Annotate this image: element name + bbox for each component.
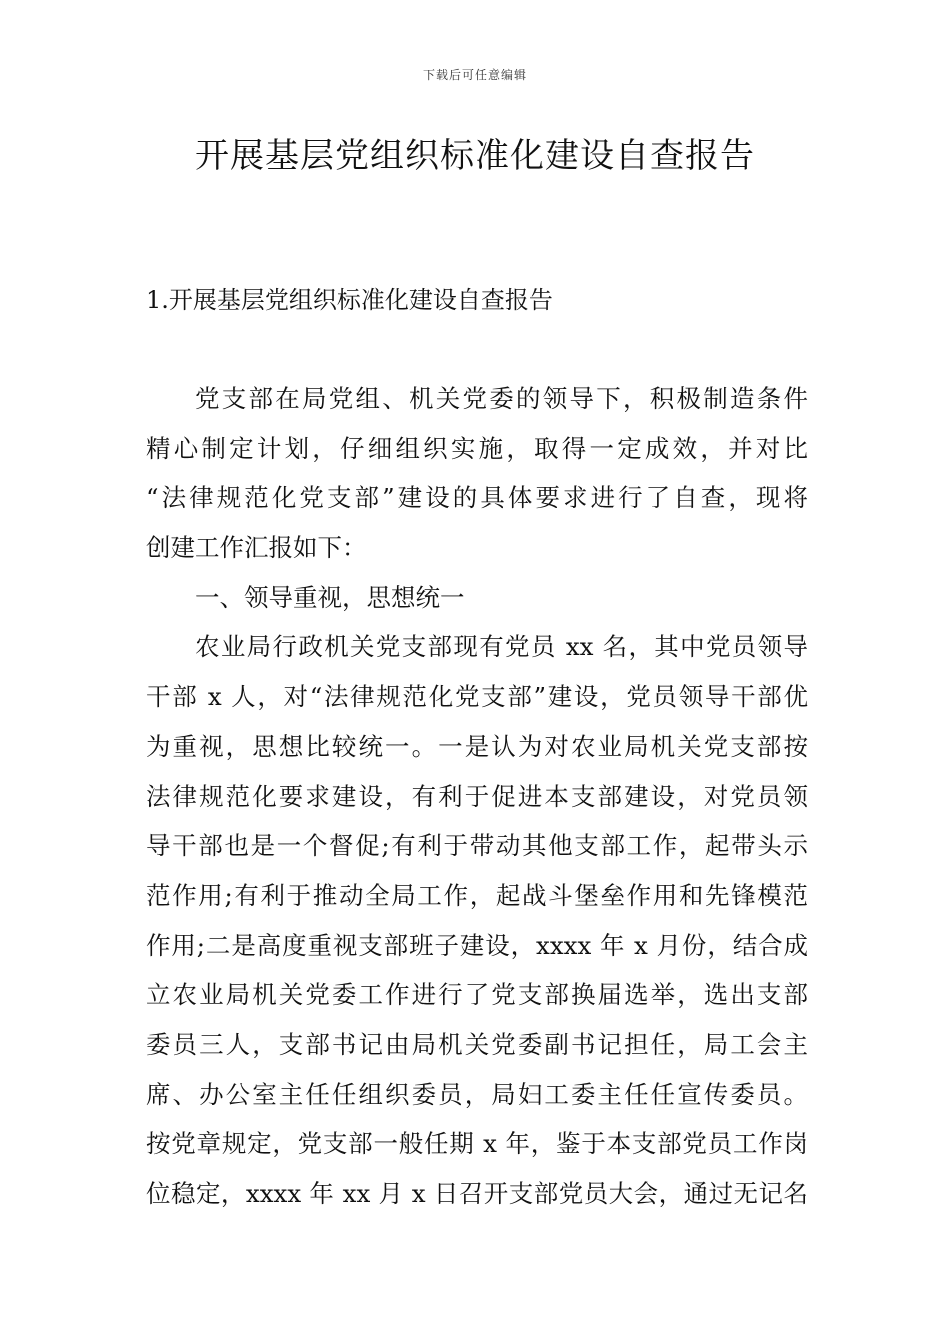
text-line: 立农业局机关党委工作进行了党支部换届选举，选出支部 xyxy=(146,980,808,1010)
text-line: 法律规范化要求建设，有利于促进本支部建设，对党员领 xyxy=(146,781,808,811)
text-line: 位稳定，xxxx 年 xx 月 x 日召开支部党员大会，通过无记名 xyxy=(146,1179,808,1208)
text-line: 范作用;有利于推动全局工作，起战斗堡垒作用和先锋模范 xyxy=(146,880,808,910)
body-text xyxy=(146,374,808,1219)
page-header-note: 下载后可任意编辑 xyxy=(422,68,527,82)
text-line: 作用;二是高度重视支部班子建设，xxxx 年 x 月份，结合成 xyxy=(146,930,808,960)
text-line: 精心制定计划，仔细组织实施，取得一定成效，并对比 xyxy=(146,433,808,463)
section-heading: 1.开展基层党组织标准化建设自查报告 xyxy=(146,286,553,314)
document-title: 开展基层党组织标准化建设自查报告 xyxy=(195,136,755,176)
text-line: 干部 x 人，对“法律规范化党支部”建设，党员领导干部优 xyxy=(146,682,808,712)
text-line: 农业局行政机关党支部现有党员 xx 名，其中党员领导 xyxy=(195,632,808,662)
text-line: 党支部在局党组、机关党委的领导下，积极制造条件 xyxy=(195,384,808,413)
text-line: 委员三人，支部书记由局机关党委副书记担任，局工会主 xyxy=(146,1029,808,1059)
text-line: 席、办公室主任任组织委员，局妇工委主任任宣传委员。 xyxy=(146,1079,808,1109)
text-line: 一、领导重视，思想统一 xyxy=(195,582,465,612)
text-line: 导干部也是一个督促;有利于带动其他支部工作，起带头示 xyxy=(146,831,808,861)
text-line: “法律规范化党支部”建设的具体要求进行了自查，现将 xyxy=(146,483,808,513)
text-line: 按党章规定，党支部一般任期 x 年，鉴于本支部党员工作岗 xyxy=(146,1129,808,1159)
text-line: 为重视，思想比较统一。一是认为对农业局机关党支部按 xyxy=(146,731,808,761)
text-line: 创建工作汇报如下： xyxy=(146,533,367,563)
